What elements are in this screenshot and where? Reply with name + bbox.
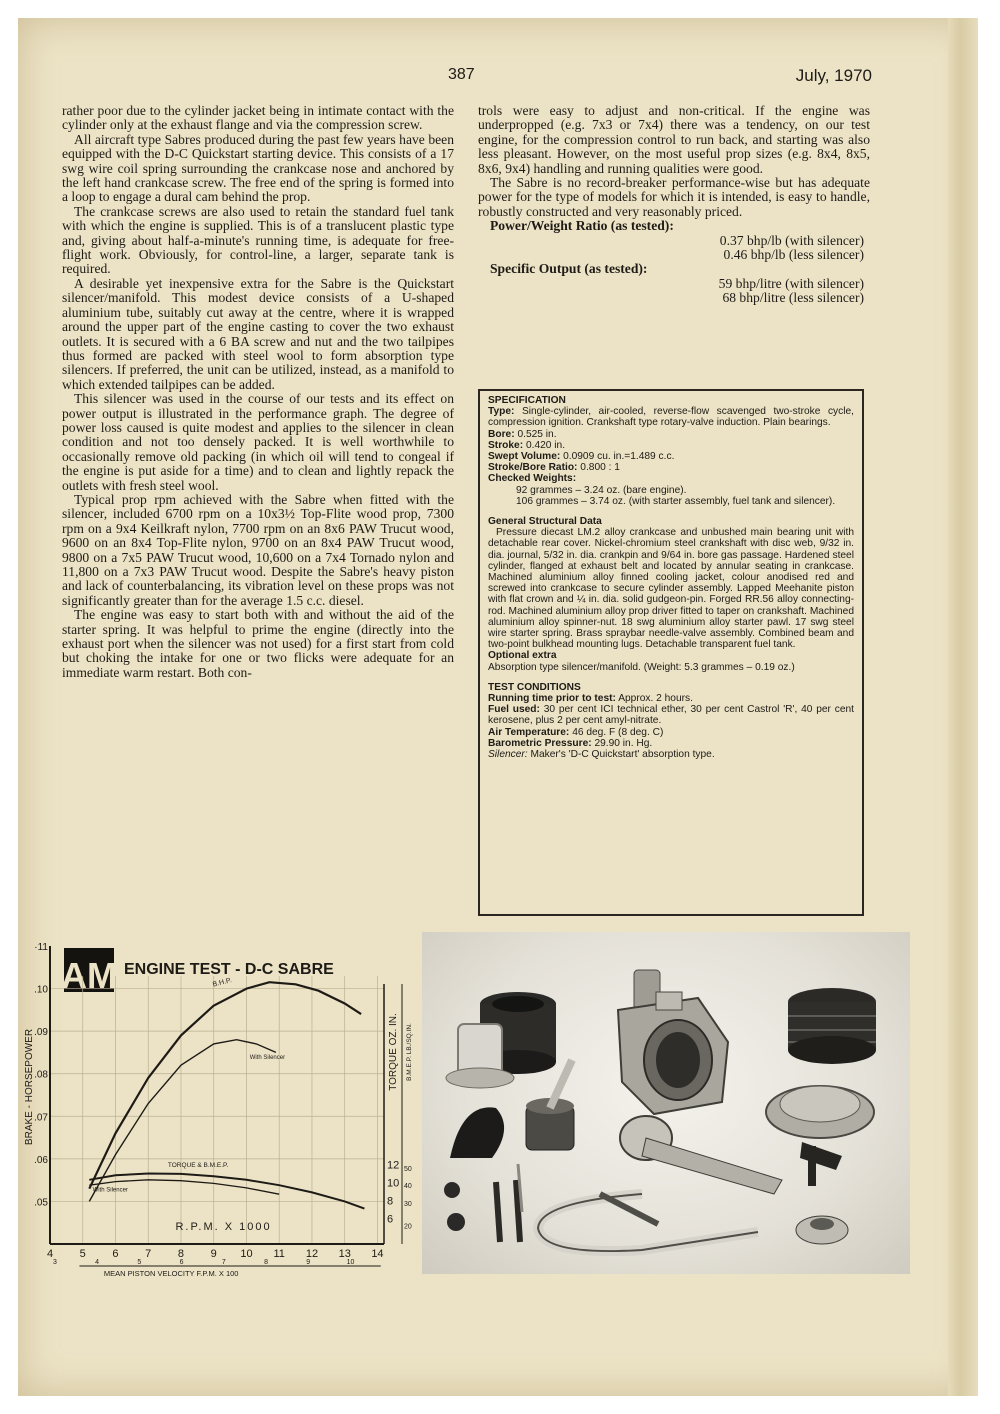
y-axis-label-bhp: BRAKE - HORSEPOWER bbox=[24, 1028, 35, 1146]
spec-label: Running time prior to test: bbox=[488, 693, 616, 705]
optional-title: Optional extra bbox=[488, 650, 557, 662]
paragraph: This silencer was used in the course of our tests and its effect on power output is illustrated in the performance graph. The degree of power loss caused is quite modest and applies to the silencer in clean condition and not too densely packed. It is well worthwhile to occasionally remove old packing (in which oil will tend to congeal if the engine is put aside for a time) and to clean and lightly repack the outlets with fresh steel wool. bbox=[62, 391, 454, 493]
spec-label: Fuel used: bbox=[488, 704, 540, 716]
x-tick-label: 14 bbox=[371, 1248, 384, 1260]
piston-part bbox=[526, 1060, 574, 1150]
specification-box bbox=[478, 389, 864, 916]
page-header bbox=[448, 66, 880, 90]
spec-value: 0.420 in. bbox=[525, 439, 566, 451]
series-line-2 bbox=[89, 1040, 276, 1202]
spec-value: 29.90 in. Hg. bbox=[594, 737, 653, 749]
x-tick-label: 5 bbox=[79, 1248, 86, 1260]
x-axis-label: R.P.M. X 1000 bbox=[175, 1221, 272, 1233]
y-tick-label-bhp: .09 bbox=[34, 1027, 48, 1039]
spec-value: 0.0909 cu. in.=1.489 c.c. bbox=[563, 451, 675, 463]
spec-value: 0.800 : 1 bbox=[580, 462, 620, 474]
structural-title: General Structural Data bbox=[488, 516, 602, 528]
y-tick-label-bhp: .06 bbox=[34, 1154, 48, 1166]
x-tick-label: 4 bbox=[46, 1248, 54, 1260]
paragraph: All aircraft type Sabres produced during the past few years have been equipped with the D-C Quickstart starting device. This consists of a 17 swg wire coil spring surrounding the crankcase nose and anchored by the left hand crankcase screw. The free end of the spring is formed into a loop to engage a dural cam behind the prop. bbox=[62, 131, 454, 205]
power-weight-heading: Power/Weight Ratio (as tested): bbox=[490, 218, 674, 234]
right-text-column bbox=[478, 104, 870, 306]
paragraph: trols were easy to adjust and non-critical. If the engine was underpropped (e.g. 7x3 or 7x4) there was a tendency, on our test engine, for the compression control to run back, and starting was also less pleasant. However, on the most useful prop sizes (e.g. 8x4, 8x5, 8x6, 9x4) handling and running qualities were good. bbox=[478, 103, 870, 176]
paragraph: The engine was easy to start both with and without the aid of the starter spring. It was helpful to prime the engine (directly into the exhaust port when the silencer was not used) for a first start from cold but choking the intake for one or two flicks were adequate for an immediate warm restart. Both con- bbox=[62, 607, 454, 680]
x-tick-label: 8 bbox=[177, 1248, 185, 1260]
x-tick-label: 11 bbox=[273, 1248, 285, 1260]
y-tick-label-bmep: 30 bbox=[404, 1201, 412, 1209]
crankshaft-part bbox=[620, 1116, 782, 1194]
paragraph: The Sabre is no record-breaker performance-wise but has adequate power for the type of models for which it is intended, is easy to handle, robustly constructed and very reasonably priced. bbox=[478, 175, 870, 219]
spec-label: Barometric Pressure: bbox=[488, 737, 592, 749]
y-tick-label-bhp: .10 bbox=[34, 984, 48, 996]
y-tick-label-bhp: ·11 bbox=[34, 942, 48, 953]
x-tick-label-secondary: 8 bbox=[264, 1259, 268, 1266]
x-tick-label: 13 bbox=[338, 1248, 351, 1260]
engine-parts-illustration bbox=[422, 932, 910, 1274]
spec-value: Approx. 2 hours. bbox=[618, 693, 693, 705]
test-conditions-title: TEST CONDITIONS bbox=[488, 681, 581, 693]
prop-driver-part bbox=[796, 1216, 848, 1244]
finned-head-part bbox=[788, 988, 876, 1064]
spec-label: Swept Volume: bbox=[488, 451, 561, 463]
x-tick-label-secondary: 5 bbox=[137, 1259, 142, 1266]
x-tick-label-secondary: 9 bbox=[306, 1259, 311, 1266]
paragraph: rather poor due to the cylinder jacket being in intimate contact with the cylinder only at the exhaust flange and via the compression screw. bbox=[62, 103, 454, 133]
y-tick-label-bmep: 40 bbox=[404, 1183, 412, 1191]
x-tick-label-secondary: 3 bbox=[52, 1259, 57, 1266]
series-label-torque: TORQUE & B.M.E.P. bbox=[167, 1162, 229, 1170]
y-tick-label-torque: 6 bbox=[387, 1213, 394, 1226]
y-axis-label-bmep: B.M.E.P. LB./SQ.IN. bbox=[406, 1023, 413, 1081]
specific-output-value: 68 bhp/litre (less silencer) bbox=[722, 290, 864, 306]
spec-value: 106 grammes – 3.74 oz. (with starter assembly, fuel tank and silencer). bbox=[516, 495, 836, 507]
spec-label: Type: bbox=[488, 406, 515, 418]
x-tick-label-secondary: 6 bbox=[179, 1259, 184, 1266]
paragraph: A desirable yet inexpensive extra for the Sabre is the Quickstart silencer/manifold. This modest device consists of a U-shaped aluminium tube, suitably cut away at the centre, where it is wrapped around the upper part of the engine casting to cover the two exhaust outlets. It is secured with a 6 BA screw and nut and the two tailpipes thus formed are packed with steel wool to form absorption type silencers. If preferred, the unit can be utilized, instead, as a manifold to which extended tailpipes can be added. bbox=[62, 275, 454, 392]
series-line-3 bbox=[89, 1174, 364, 1209]
series-line-1 bbox=[89, 982, 361, 1188]
spec-label: Checked Weights: bbox=[488, 473, 577, 485]
x-tick-label-secondary: 7 bbox=[221, 1259, 226, 1266]
power-weight-value: 0.37 bhp/lb (with silencer) bbox=[719, 232, 864, 248]
optional-text: Absorption type silencer/manifold. (Weight: 5.3 grammes – 0.19 oz.) bbox=[488, 661, 795, 673]
y-tick-label-torque: 12 bbox=[387, 1159, 400, 1172]
spec-label: Air Temperature: bbox=[488, 726, 570, 738]
x-tick-label: 6 bbox=[112, 1248, 119, 1260]
y-tick-label-bmep: 20 bbox=[404, 1223, 412, 1231]
power-weight-value: 0.46 bhp/lb (less silencer) bbox=[723, 247, 864, 263]
y-tick-label-bhp: .05 bbox=[34, 1197, 48, 1209]
series-label-with-silencer-torque: With Silencer bbox=[92, 1187, 128, 1194]
engine-parts-photo bbox=[422, 932, 910, 1274]
spec-value: Maker's 'D-C Quickstart' absorption type. bbox=[530, 749, 715, 761]
y-axis-label-torque: TORQUE OZ. IN. bbox=[388, 1013, 399, 1091]
spec-value: 0.525 in. bbox=[517, 428, 557, 440]
issue-date: July, 1970 bbox=[795, 66, 872, 85]
specific-output-heading: Specific Output (as tested): bbox=[490, 261, 648, 277]
x-tick-label: 9 bbox=[210, 1248, 217, 1260]
spec-value: 92 grammes – 3.24 oz. (bare engine). bbox=[516, 484, 687, 496]
y-tick-label-bhp: .08 bbox=[34, 1069, 48, 1081]
x-tick-label: 7 bbox=[145, 1248, 152, 1260]
series-label-with-silencer: With Silencer bbox=[249, 1054, 286, 1061]
left-text-column bbox=[62, 104, 454, 680]
wing-nut-part bbox=[800, 1142, 842, 1186]
spec-value: 30 per cent ICI technical ether, 30 per cent Castrol 'R', 40 per cent kerosene, plus 2 per cent amyl-nitrate. bbox=[488, 704, 854, 727]
y-tick-label-torque: 8 bbox=[387, 1195, 394, 1208]
series-label-bhp: B.H.P. bbox=[212, 977, 233, 989]
x-tick-label-secondary: 4 bbox=[95, 1259, 100, 1266]
page-spine-edge bbox=[948, 18, 978, 1396]
spinner-nut-part bbox=[450, 1107, 504, 1158]
page-number: 387 bbox=[448, 66, 475, 83]
chart-title: ENGINE TEST - D-C SABRE bbox=[124, 961, 334, 978]
paragraph: Typical prop rpm achieved with the Sabre when fitted with the silencer, included 6700 rpm on a 10x3½ Top-Flite wood prop, 7300 rpm on a 9x4 Keilkraft nylon, 7700 rpm on an 8x6 PAW Trucut wood, 9600 on an 8x4 Top-Flite nylon, 9700 on an 8x4 PAW Trucut wood, 9800 on a 7x5 PAW Trucut wood, 10,600 on a 7x4 Tornado nylon and 11,800 on a 7x3 PAW Trucut wood. Despite the Sabre's heavy piston and lack of counterbalancing, its vibration level on these props was not significantly greater than for the average 1.5 c.c. diesel. bbox=[62, 491, 454, 608]
screws-part bbox=[444, 1164, 522, 1242]
spec-value: 46 deg. F (8 deg. C) bbox=[572, 726, 664, 738]
am-logo: AM bbox=[61, 955, 117, 996]
chart-svg bbox=[20, 932, 418, 1284]
specific-output-value: 59 bhp/litre (with silencer) bbox=[718, 275, 864, 291]
crankcase-part bbox=[618, 970, 728, 1114]
y-tick-label-bhp: .07 bbox=[34, 1112, 48, 1124]
x-tick-label: 10 bbox=[240, 1248, 253, 1260]
x-axis-label-secondary: MEAN PISTON VELOCITY F.P.M. X 100 bbox=[103, 1269, 239, 1278]
spec-value: Single-cylinder, air-cooled, reverse-flow scavenged two-stroke cycle, compression ignition. Crankshaft type rotary-valve induction. Plain bearings. bbox=[488, 406, 854, 429]
spec-title: SPECIFICATION bbox=[488, 395, 566, 406]
structural-text: Pressure diecast LM.2 alloy crankcase and unbushed main bearing unit with detachable rear cover. Nickel-chromium steel crankshaft with disc web, 9/32 in. dia. journal, 5/32 in. dia. crankpin and 9/64 in. bore gas passage. Hardened steel cylinder, flanged at exhaust belt and located by annular seating in crankcase. Machined aluminium alloy finned cooling jacket, colour anodised red and screwed into crankcase to secure cylinder assembly. Lapped Meehanite piston with flat crown and ¼ in. dia. solid gudgeon-pin. Forged RR.56 alloy connecting-rod. Machined aluminium alloy prop driver fitted to taper on crankshaft. Machined aluminium alloy spinner-nut. 18 swg aluminium alloy starter pawl. 17 swg steel wire starter spring. Brass spraybar needle-valve assembly. Combined beam and two-point bulkhead mounting lugs. Detachable transparent fuel tank. bbox=[488, 527, 854, 651]
x-tick-label-secondary: 10 bbox=[346, 1259, 355, 1266]
spec-label: Bore: bbox=[488, 428, 515, 440]
spec-label: Stroke: bbox=[488, 439, 524, 451]
rear-cover-part bbox=[766, 1086, 874, 1138]
y-tick-label-bmep: 50 bbox=[404, 1166, 412, 1174]
spec-label: Stroke/Bore Ratio: bbox=[488, 462, 578, 474]
y-tick-label-torque: 10 bbox=[387, 1177, 400, 1190]
x-tick-label: 12 bbox=[305, 1248, 319, 1260]
spec-label: Silencer: bbox=[488, 749, 528, 761]
starter-spring-part bbox=[538, 1194, 758, 1251]
paragraph: The crankcase screws are also used to retain the standard fuel tank with which the engine is supplied. This is of a translucent plastic type and, giving about half-a-minute's running time, is adequate for free-flight work. Obviously, for control-line, a larger, separate tank is required. bbox=[62, 203, 454, 277]
engine-test-chart bbox=[20, 932, 418, 1284]
